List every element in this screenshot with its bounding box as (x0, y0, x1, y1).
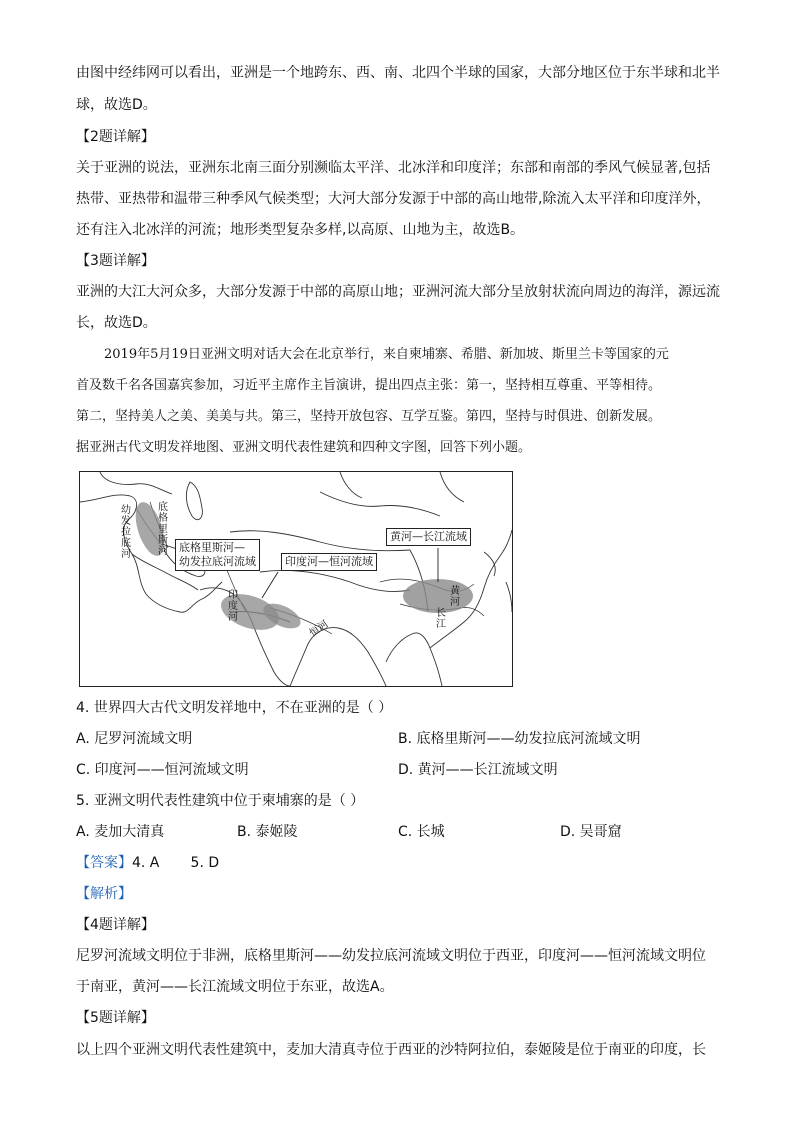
intro-line-2: 球，故选D。 (76, 97, 157, 113)
q4-stem: 4. 世界四大古代文明发祥地中，不在亚洲的是（ ） (76, 700, 393, 716)
passage-line-3: 第二，坚持美人之美、美美与共。第三，坚持开放包容、互学互鉴。第四，坚持与时俱进、创新发展。 (76, 409, 662, 424)
label-box-mesopotamia-text: 底格里斯河— 幼发拉底河流域 (179, 541, 256, 568)
q2-line-3: 还有注入北冰洋的河流；地形类型复杂多样,以高原、山地为主，故选B。 (76, 222, 525, 238)
label-changjiang: 长江 (436, 608, 446, 630)
q3-heading: 【3题详解】 (76, 253, 155, 269)
asia-civilization-map (79, 471, 513, 687)
q5-option-a: A. 麦加大清真 (76, 824, 165, 840)
passage-line-2: 首及数千名各国嘉宾参加，习近平主席作主旨演讲，提出四点主张：第一，坚持相互尊重、平等相待。 (76, 378, 662, 393)
q3-line-2: 长，故选D。 (76, 315, 157, 331)
answer-label: 【答案】 (76, 855, 132, 871)
q4-option-b: B. 底格里斯河——幼发拉底河流域文明 (398, 731, 641, 747)
q2-heading: 【2题详解】 (76, 129, 155, 145)
label-box-mesopotamia (175, 539, 260, 571)
q4-detail-line-2: 于南亚，黄河——长江流域文明位于东亚，故选A。 (76, 979, 394, 995)
intro-line-1: 由图中经纬网可以看出，亚洲是一个地跨东、西、南、北四个半球的国家，大部分地区位于东半球和北半 (76, 65, 720, 81)
answer-row (76, 853, 219, 873)
q5-detail-heading: 【5题详解】 (76, 1010, 155, 1026)
q5-option-c: C. 长城 (398, 824, 445, 840)
q5-option-b: B. 泰姬陵 (237, 824, 298, 840)
analysis-label: 【解析】 (76, 886, 132, 902)
q4-detail-heading: 【4题详解】 (76, 917, 155, 933)
label-ganges: 恒河 (307, 618, 331, 640)
label-tigris: 底格里斯河 (158, 502, 168, 557)
label-euphrates: 幼发拉底河 (121, 505, 131, 560)
passage-line-4: 据亚洲古代文明发祥地图、亚洲文明代表性建筑和四种文字图，回答下列小题。 (76, 440, 532, 455)
q2-line-2: 热带、亚热带和温带三种季风气候类型；大河大部分发源于中部的高山地带,除流入太平洋和印度洋外， (76, 191, 711, 207)
q4-detail-line-1: 尼罗河流域文明位于非洲，底格里斯河——幼发拉底河流域文明位于西亚，印度河——恒河流域文明位 (76, 948, 706, 964)
q4-option-c: C. 印度河——恒河流域文明 (76, 762, 249, 778)
q2-line-1: 关于亚洲的说法，亚洲东北南三面分别濒临太平洋、北冰洋和印度洋；东部和南部的季风气候显著,包括 (76, 160, 711, 176)
label-box-indus-ganges: 印度河—恒河流域 (281, 553, 377, 571)
label-huanghe: 黄河 (450, 586, 460, 608)
q4-option-d: D. 黄河——长江流域文明 (398, 762, 558, 778)
label-indus: 印度河 (228, 590, 238, 623)
passage-line-1: 2019年5月19日亚洲文明对话大会在北京举行，来自柬埔寨、希腊、新加坡、斯里兰卡等国家的元 (104, 347, 669, 362)
q5-detail-line-1: 以上四个亚洲文明代表性建筑中，麦加大清真寺位于西亚的沙特阿拉伯，泰姬陵是位于南亚的印度，长 (76, 1042, 706, 1058)
map-drawing (80, 472, 512, 686)
answer-values: 4. A 5. D (132, 855, 220, 871)
label-box-yellow-yangtze: 黄河—长江流域 (386, 528, 471, 546)
q5-option-d: D. 吴哥窟 (560, 824, 622, 840)
q3-line-1: 亚洲的大江大河众多，大部分发源于中部的高原山地；亚洲河流大部分呈放射状流向周边的海洋，源远流 (76, 284, 720, 300)
q4-option-a: A. 尼罗河流域文明 (76, 731, 193, 747)
q5-stem: 5. 亚洲文明代表性建筑中位于柬埔寨的是（ ） (76, 793, 365, 809)
